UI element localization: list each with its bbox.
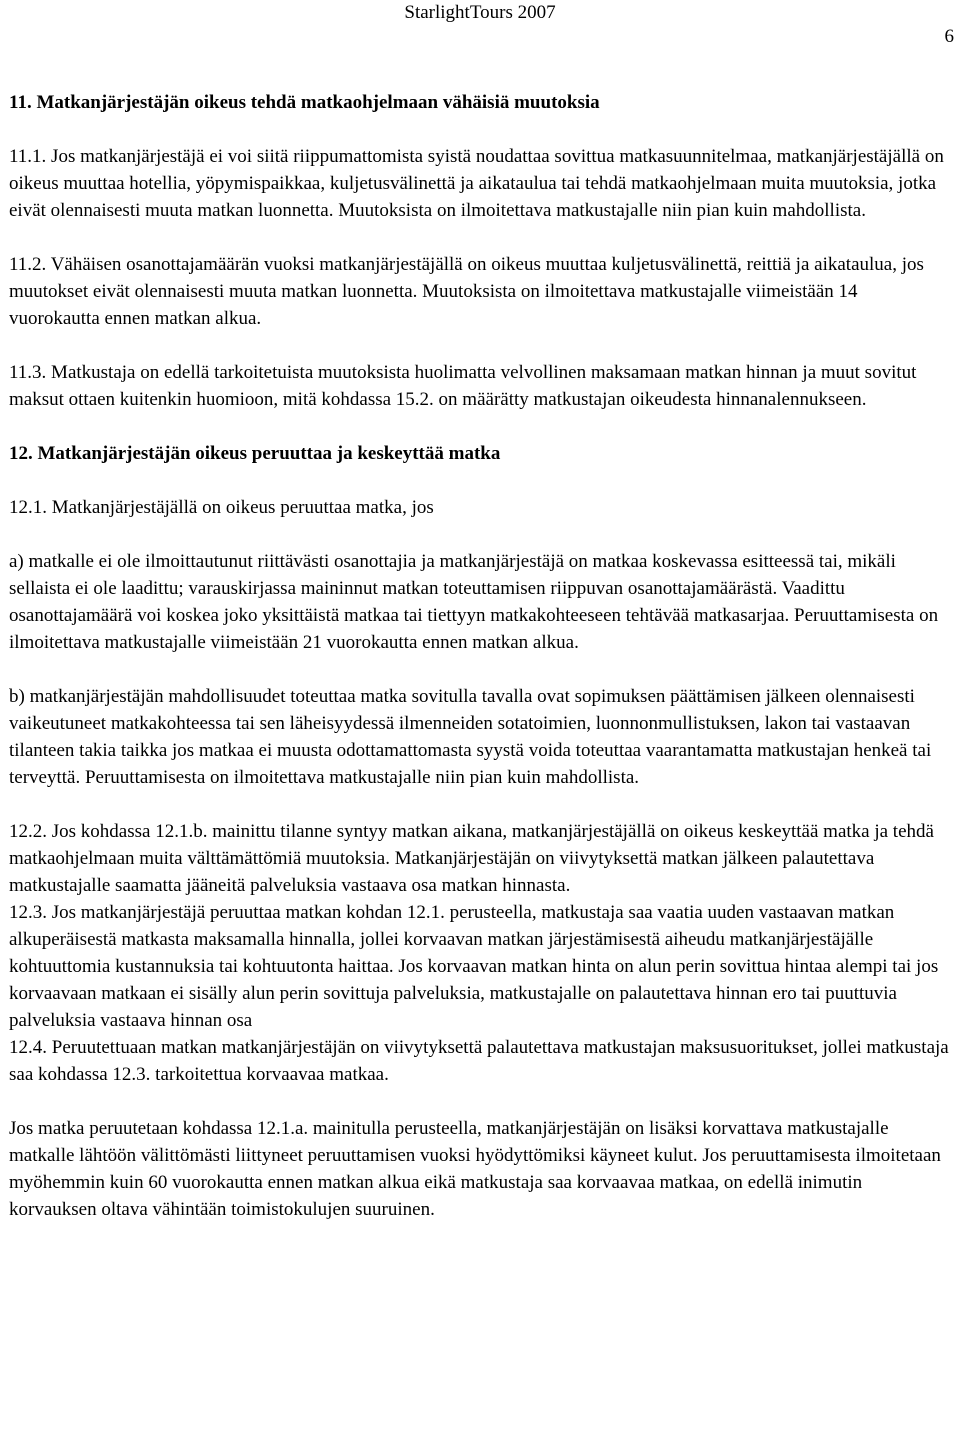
paragraph-11-2: 11.2. Vähäisen osanottajamäärän vuoksi matkanjärjestäjällä on oikeus muuttaa kuljetusvälinettä, reittiä ja aikataulua, jos muutokset eivät olennaisesti muuta matkan luonnetta. Muutoksista on ilmoitettava matkustajalle viimeistään 14 vuorokautta ennen matkan alkua. xyxy=(9,254,924,329)
section-12-heading: 12. Matkanjärjestäjän oikeus peruuttaa ja keskeyttää matka xyxy=(9,443,501,464)
page-number: 6 xyxy=(944,26,954,47)
paragraph-11-3: 11.3. Matkustaja on edellä tarkoitetuista muutoksista huolimatta velvollinen maksamaan matkan hinnan ja muut sovitut maksut ottaen kuitenkin huomioon, mitä kohdassa 15.2. on määrätty matkustajan oikeudesta hinnanalennukseen. xyxy=(9,362,917,410)
paragraph-12-3: 12.3. Jos matkanjärjestäjä peruuttaa matkan kohdan 12.1. perusteella, matkustaja saa vaatia uuden vastaavan matkan alkuperäisestä matkasta maksamalla hinnalla, jollei korvaavan matkan järjestämisestä aiheudu matkanjärjestäjälle kohtuuttomia kustannuksia tai kohtuutonta haittaa. Jos korvaavan matkan hinta on alun perin sovittua hintaa alempi tai jos korvaavaan matkaan ei sisälly alun perin sovittuja palveluksia, matkustajalle on palautettava hinnan ero tai puuttuvia palveluksia vastaava hinnan osa xyxy=(9,902,939,1031)
document-body xyxy=(9,89,949,1223)
paragraph-12-1-a: a) matkalle ei ole ilmoittautunut riittävästi osanottajia ja matkanjärjestäjä on matkaa koskevassa esitteessä tai, mikäli sellaista ei ole laadittu; varauskirjassa maininnut matkan toteuttamisen riippuvan osanottajamäärästä. Vaadittu osanottajamäärä voi koskea joko yksittäistä matkaa tai tiettyyn matkakohteeseen tehtävää matkasarjaa. Peruuttamisesta on ilmoitettava matkustajalle viimeistään 21 vuorokautta ennen matkan alkua. xyxy=(9,551,939,653)
paragraph-12-4: 12.4. Peruutettuaan matkan matkanjärjestäjän on viivytyksettä palautettava matkustajan maksusuoritukset, jollei matkustaja saa kohdassa 12.3. tarkoitettua korvaavaa matkaa. xyxy=(9,1037,949,1085)
paragraph-12-2: 12.2. Jos kohdassa 12.1.b. mainittu tilanne syntyy matkan aikana, matkanjärjestäjällä on oikeus keskeyttää matka ja tehdä matkaohjelmaan muita välttämättömiä muutoksia. Matkanjärjestäjän on viivytyksettä matkan jälkeen palautettava matkustajalle saamatta jääneitä palveluksia vastaava osa matkan hinnasta. xyxy=(9,821,934,896)
paragraph-12-1: 12.1. Matkanjärjestäjällä on oikeus peruuttaa matka, jos xyxy=(9,497,434,518)
paragraph-12-4-continued: Jos matka peruutetaan kohdassa 12.1.a. mainitulla perusteella, matkanjärjestäjän on lisäksi korvattava matkustajalle matkalle lähtöön välittömästi liittyneet peruuttamisen vuoksi hyödyttömiksi käyneet kulut. Jos peruuttamisesta ilmoitetaan myöhemmin kuin 60 vuorokautta ennen matkan alkua eikä matkustaja saa korvaavaa matkaa, on edellä inimutin korvauksen oltava vähintään toimistokulujen suuruinen. xyxy=(9,1118,941,1220)
paragraph-12-1-b: b) matkanjärjestäjän mahdollisuudet toteuttaa matka sovitulla tavalla ovat sopimuksen päättämisen jälkeen olennaisesti vaikeutuneet matkakohteessa tai sen läheisyydessä ilmenneiden sotatoimien, luonnonmullistuksen, lakon tai vastaavan tilanteen takia taikka jos matkaa ei muusta odottamattomasta syystä voida toteuttaa vaarantamatta matkustajan henkeä tai terveyttä. Peruuttamisesta on ilmoitettava matkustajalle niin pian kuin mahdollista. xyxy=(9,686,932,788)
running-header: StarlightTours 2007 xyxy=(404,2,556,23)
section-11-heading: 11. Matkanjärjestäjän oikeus tehdä matkaohjelmaan vähäisiä muutoksia xyxy=(9,92,600,113)
paragraph-11-1: 11.1. Jos matkanjärjestäjä ei voi siitä riippumattomista syistä noudattaa sovittua matkasuunnitelmaa, matkanjärjestäjällä on oikeus muuttaa hotellia, yöpymispaikkaa, kuljetusvälinettä ja aikataulua tai tehdä matkaohjelmaan muita muutoksia, jotka eivät olennaisesti muuta matkan luonnetta. Muutoksista on ilmoitettava matkustajalle niin pian kuin mahdollista. xyxy=(9,146,944,221)
